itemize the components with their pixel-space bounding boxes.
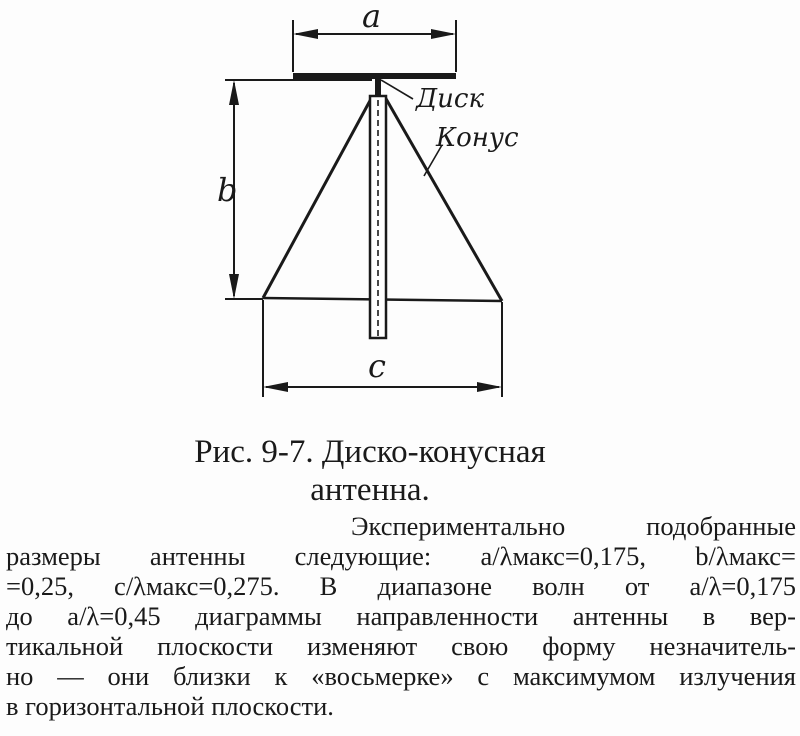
cone-left-side — [263, 97, 372, 298]
label-disk: Диск — [416, 84, 484, 114]
label-a: a — [362, 0, 382, 35]
text-line: =0,25, c/λмакс=0,275. В диапазоне волн от a/λ=0,175 — [6, 571, 796, 601]
dimension-b — [225, 80, 372, 299]
text-line: до a/λ=0,45 диаграммы направленности антенны в вер- — [6, 601, 796, 631]
text-line: тикальной плоскости изменяют свою форму незначитель- — [6, 631, 796, 661]
label-b: b — [217, 171, 238, 209]
disk-plate — [293, 73, 456, 79]
feed-line — [370, 79, 386, 338]
caption-line-1: Рис. 9-7. Диско-конусная — [194, 434, 546, 470]
figure-caption — [0, 433, 740, 509]
text-line: но — они близки к «восьмерке» с максимумом излучения — [6, 661, 796, 691]
text-line: Экспериментально подобранные — [351, 511, 796, 541]
body-paragraph — [6, 511, 796, 721]
label-c: c — [368, 347, 386, 385]
label-cone: Конус — [436, 123, 519, 153]
caption-line-2: антенна. — [310, 472, 430, 508]
text-line: в горизонтальной плоскости. — [6, 691, 334, 721]
text-line: размеры антенны следующие: a/λмакс=0,175, b/λмакс= — [6, 541, 796, 571]
